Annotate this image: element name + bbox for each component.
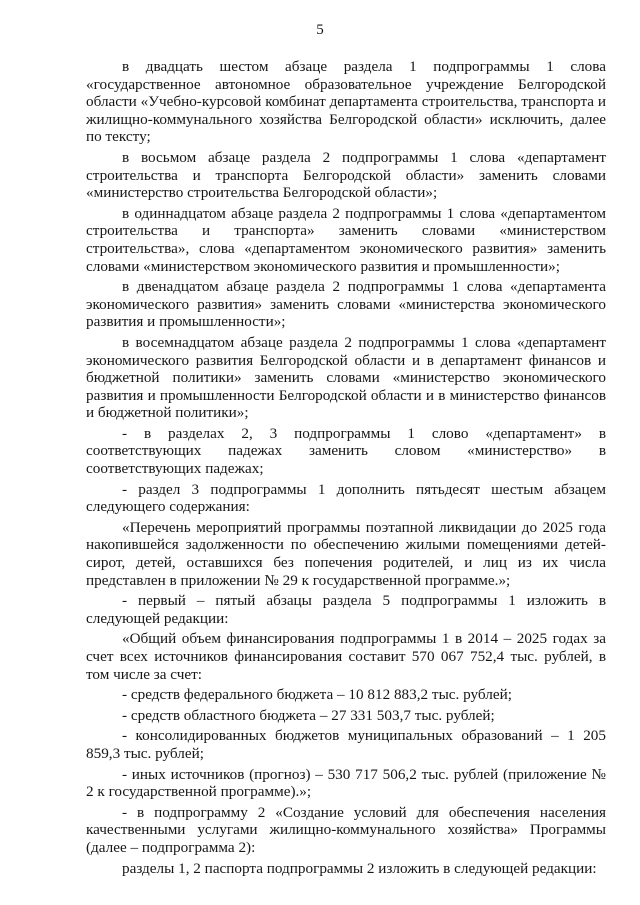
page-number: 5 bbox=[316, 22, 324, 38]
paragraph: в двадцать шестом абзаце раздела 1 подпрограммы 1 слова «государственное автономное образовательное учреждение Белгородской области «Учебно-курсовой комбинат департамента строительства, транспорта и жилищно-коммунального хозяйства Белгородской области» исключить, далее по тексту; bbox=[86, 58, 606, 146]
paragraph: «Общий объем финансирования подпрограммы 1 в 2014 – 2025 годах за счет всех источников финансирования составит 570 067 752,4 тыс. рублей, в том числе за счет: bbox=[86, 630, 606, 683]
document-body bbox=[86, 58, 606, 877]
paragraph: в восьмом абзаце раздела 2 подпрограммы 1 слова «департамент строительства и транспорта Белгородской области» заменить словами «министерство строительства Белгородской области»; bbox=[86, 148, 606, 202]
paragraph: «Перечень мероприятий программы поэтапной ликвидации до 2025 года накопившейся задолженности по обеспечению жилыми помещениями детей-сирот, детей, оставшихся без попечения родителей, и лиц из их числа представлен в приложении № 29 к государственной программе.»; bbox=[86, 518, 606, 589]
paragraph: - в разделах 2, 3 подпрограммы 1 слово «департамент» в соответствующих падежах заменить словом «министерство» в соответствующих падежах; bbox=[86, 424, 606, 478]
list-item: - средств областного бюджета – 27 331 503,7 тыс. рублей; bbox=[122, 706, 495, 724]
paragraph: в восемнадцатом абзаце раздела 2 подпрограммы 1 слова «департамент экономического развития Белгородской области и в департамент финансов и бюджетной политики» заменить словами «министерство экономического развития и промышленности Белгородской области и в министерство финансов и бюджетной политики»; bbox=[86, 333, 606, 422]
paragraph: в двенадцатом абзаце раздела 2 подпрограммы 1 слова «департамента экономического развития» заменить словами «министерства экономического развития и промышленности»; bbox=[86, 278, 606, 331]
list-item: - консолидированных бюджетов муниципальных образований – 1 205 859,3 тыс. рублей; bbox=[86, 727, 606, 762]
paragraph: - раздел 3 подпрограммы 1 дополнить пятьдесят шестым абзацем следующего содержания: bbox=[86, 480, 606, 516]
list-item: - иных источников (прогноз) – 530 717 506,2 тыс. рублей (приложение № 2 к государственной программе).»; bbox=[86, 765, 606, 801]
list-item: - средств федерального бюджета – 10 812 883,2 тыс. рублей; bbox=[122, 686, 512, 704]
paragraph: - в подпрограмму 2 «Создание условий для обеспечения населения качественными услугами жилищно-коммунального хозяйства» Программы (далее – подпрограмма 2): bbox=[86, 803, 606, 856]
paragraph: разделы 1, 2 паспорта подпрограммы 2 изложить в следующей редакции: bbox=[122, 859, 597, 877]
paragraph: - первый – пятый абзацы раздела 5 подпрограммы 1 изложить в следующей редакции: bbox=[86, 592, 606, 627]
paragraph: в одиннадцатом абзаце раздела 2 подпрограммы 1 слова «департаментом строительства и транспорта» заменить словами «министерством строительства», слова «департаментом экономического развития» заменить словами «министерством экономического развития и промышленности»; bbox=[86, 204, 606, 275]
